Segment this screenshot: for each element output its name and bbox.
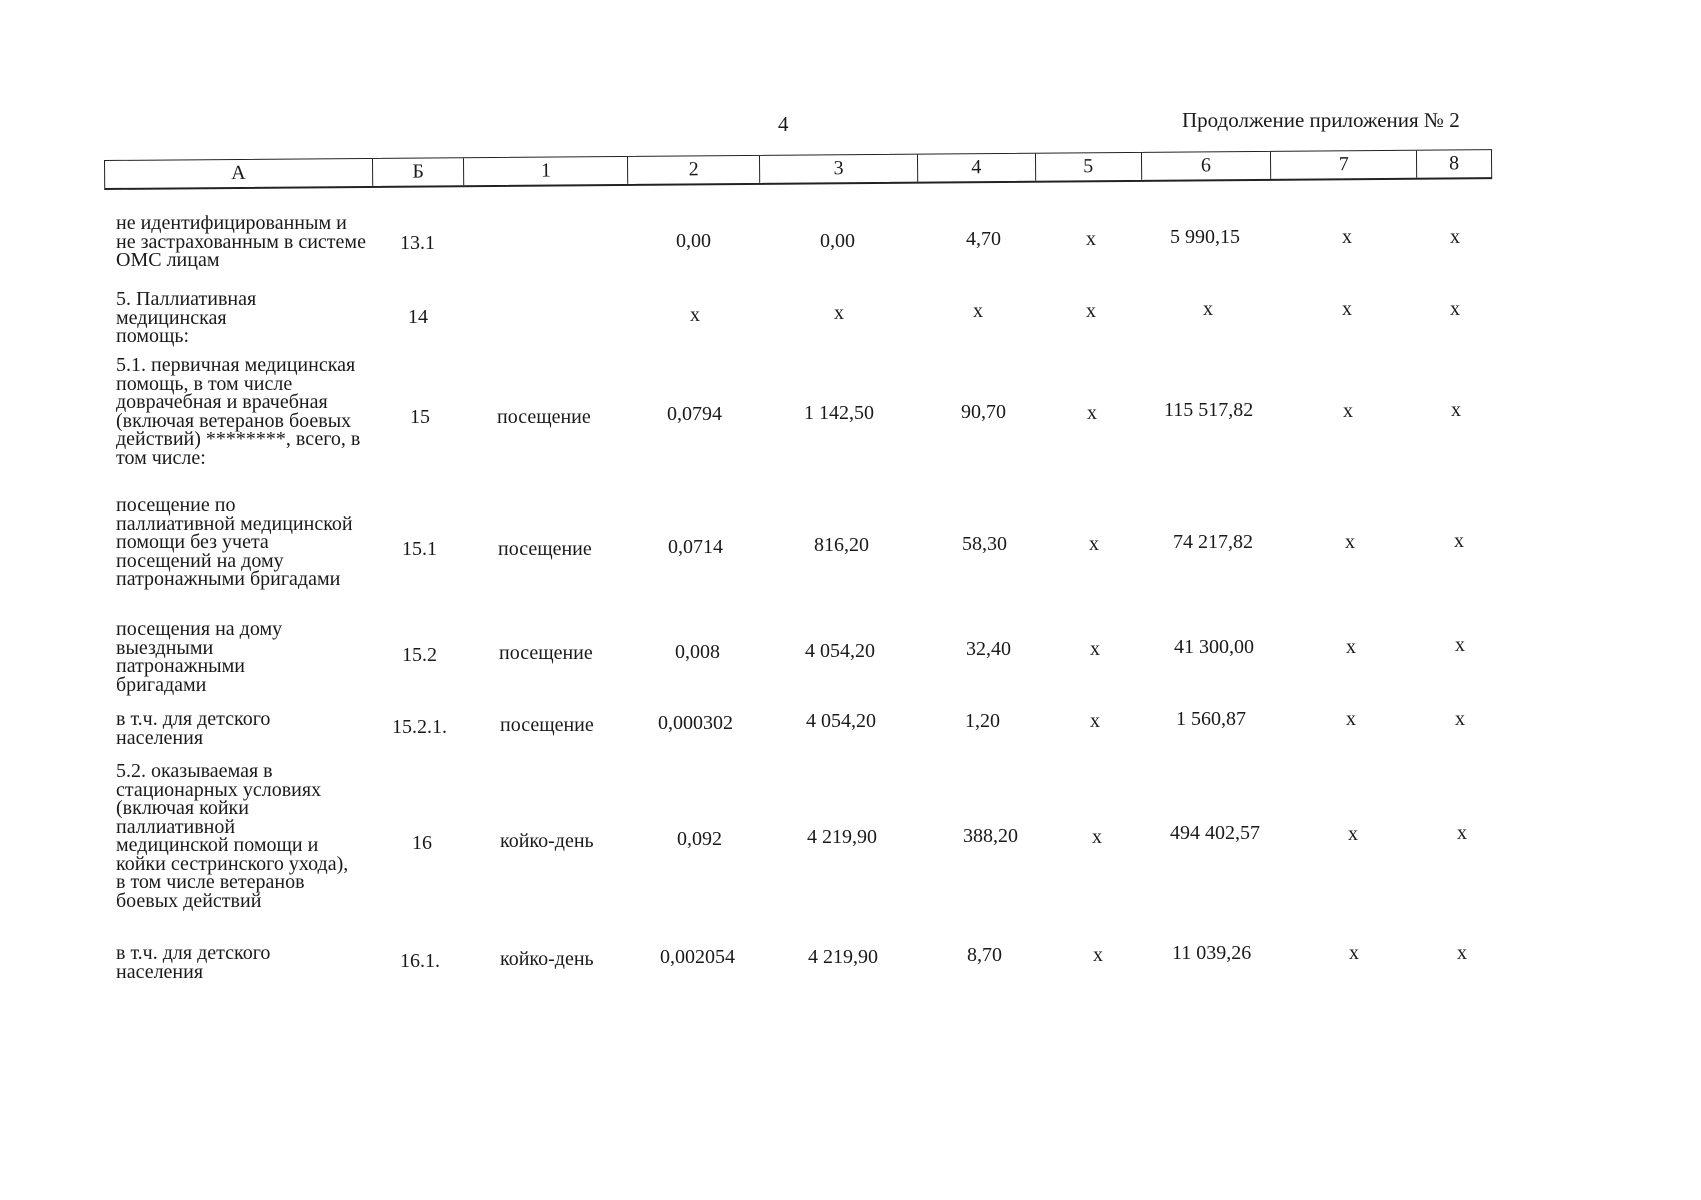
row-label: в т.ч. для детского населения [116,708,271,749]
row-value-8: х [1450,226,1460,248]
row-unit: койко-день [500,830,594,852]
row-unit: посещение [498,538,592,560]
continuation-caption: Продолжение приложения № 2 [1182,108,1460,132]
row-value-8: х [1455,708,1465,730]
header-cell-a: А [105,159,373,188]
row-value-3: 4 219,90 [807,826,877,848]
table-row [0,356,1560,486]
row-unit: посещение [499,642,593,664]
row-value-4: 388,20 [963,825,1018,847]
row-value-2: х [690,304,700,326]
row-value-8: х [1451,399,1461,421]
row-code: 15.2.1. [392,716,447,738]
row-label: не идентифицированным и не застрахованным в системе ОМС лицам [116,212,366,271]
table-row [0,762,1560,932]
row-value-3: 4 054,20 [805,640,875,662]
row-value-2: 0,008 [675,641,720,663]
row-value-7: х [1349,942,1359,964]
row-value-4: 8,70 [967,944,1002,966]
header-cell-3: 3 [760,155,918,183]
row-code: 13.1 [400,232,435,254]
row-value-5: х [1093,944,1103,966]
row-value-5: х [1087,402,1097,424]
header-cell-4: 4 [918,154,1036,182]
row-value-6: 5 990,15 [1170,226,1240,248]
header-cell-5: 5 [1036,153,1142,181]
row-value-5: х [1086,228,1096,250]
row-value-8: х [1455,634,1465,656]
row-value-3: 4 054,20 [806,710,876,732]
header-cell-1: 1 [464,157,628,185]
row-unit: койко-день [500,948,594,970]
header-cell-8: 8 [1449,152,1460,175]
table-header [104,149,1492,190]
table-row [0,944,1560,988]
row-value-5: х [1089,533,1099,555]
row-value-5: х [1092,826,1102,848]
row-value-4: 4,70 [966,228,1001,250]
row-code: 16 [412,832,432,854]
row-code: 16.1. [400,950,440,972]
row-value-7: х [1348,823,1358,845]
row-value-3: 0,00 [820,230,855,252]
table-row [0,620,1560,698]
row-value-3: 1 142,50 [804,402,874,424]
row-value-7: х [1345,531,1355,553]
row-value-4: х [973,300,983,322]
row-value-8: х [1457,822,1467,844]
row-value-5: х [1086,300,1096,322]
row-value-4: 90,70 [961,401,1006,423]
row-value-5: х [1090,638,1100,660]
row-value-3: 816,20 [814,534,869,556]
row-value-7: х [1346,636,1356,658]
table-row [0,496,1560,610]
row-value-6: 41 300,00 [1174,636,1254,658]
row-unit: посещение [500,714,594,736]
row-code: 15.1 [402,538,437,560]
row-label: 5. Паллиативная медицинская помощь: [116,288,257,347]
row-value-7: х [1346,708,1356,730]
row-value-5: х [1090,710,1100,732]
page-number: 4 [778,112,789,136]
row-value-4: 58,30 [962,533,1007,555]
row-label: 5.1. первичная медицинская помощь, в том числе доврачебная и врачебная (включая ветеранов боевых действий) ********, всего, в том числе: [116,354,361,469]
table-row [0,214,1560,274]
row-value-2: 0,0714 [668,536,723,558]
row-value-7: х [1343,400,1353,422]
row-value-6: 494 402,57 [1170,822,1260,844]
row-value-2: 0,002054 [660,946,735,968]
row-value-2: 0,0794 [667,403,722,425]
row-label: посещение по паллиативной медицинской помощи без учета посещений на дому патронажными бригадами [116,494,353,590]
row-value-8: х [1454,530,1464,552]
table-row [0,708,1560,752]
row-value-2: 0,00 [676,230,711,252]
row-value-4: 32,40 [966,638,1011,660]
row-value-7: х [1342,226,1352,248]
row-value-4: 1,20 [965,710,1000,732]
row-value-2: 0,092 [677,828,722,850]
row-value-6: 11 039,26 [1172,942,1252,964]
header-cell-6: 6 [1141,152,1271,180]
row-value-3: х [834,302,844,324]
row-value-6: 1 560,87 [1176,708,1246,730]
row-code: 14 [408,306,428,328]
row-code: 15 [410,406,430,428]
header-cell-2: 2 [628,156,760,184]
row-label: 5.2. оказываемая в стационарных условиях (включая койки паллиативной медицинской помощи и койки сестринского ухода), в том числе ветеранов боевых действий [116,760,349,912]
row-label: посещения на дому выездными патронажными бригадами [116,618,283,696]
table-row [0,290,1560,350]
row-value-6: х [1203,298,1213,320]
row-value-8: х [1457,942,1467,964]
row-unit: посещение [497,406,591,428]
row-label: в т.ч. для детского населения [116,942,271,983]
row-value-6: 115 517,82 [1164,399,1254,421]
header-cell-b: Б [373,158,465,186]
row-value-6: 74 217,82 [1173,531,1253,553]
header-cell-7: 7 [1271,151,1417,179]
row-value-8: х [1450,298,1460,320]
row-value-2: 0,000302 [658,712,733,734]
row-value-7: х [1342,298,1352,320]
row-value-3: 4 219,90 [808,946,878,968]
row-code: 15.2 [402,644,437,666]
